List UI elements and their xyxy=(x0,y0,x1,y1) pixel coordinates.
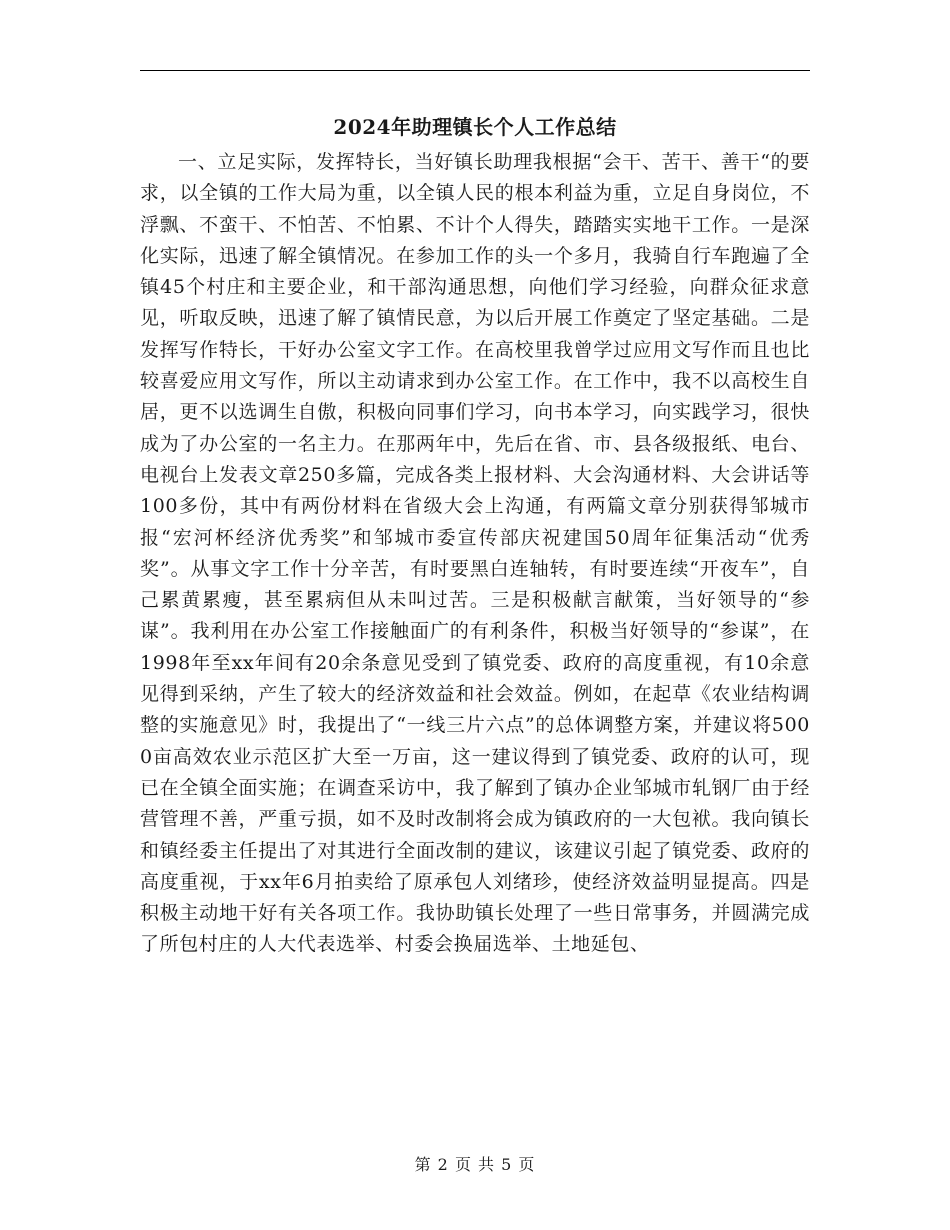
header-rule xyxy=(140,70,810,71)
document-title: 2024年助理镇长个人工作总结 xyxy=(333,115,617,139)
document-body-paragraph: 一、立足实际，发挥特长，当好镇长助理我根据“会干、苦干、善干“的要求，以全镇的工作大局为重，以全镇人民的根本利益为重，立足自身岗位，不浮飘、不蛮干、不怕苦、不怕累、不计个人得失，踏踏实实地干工作。一是深化实际，迅速了解全镇情况。在参加工作的头一个多月，我骑自行车跑遍了全镇45个村庄和主要企业，和干部沟通思想，向他们学习经验，向群众征求意见，听取反映，迅速了解了镇情民意，为以后开展工作奠定了坚定基础。二是发挥写作特长，干好办公室文字工作。在高校里我曾学过应用文写作而且也比较喜爱应用文写作，所以主动请求到办公室工作。在工作中，我不以高校生自居，更不以选调生自傲，积极向同事们学习，向书本学习，向实践学习，很快成为了办公室的一名主力。在那两年中，先后在省、市、县各级报纸、电台、电视台上发表文章250多篇，完成各类上报材料、大会沟通材料、大会讲话等100多份，其中有两份材料在省级大会上沟通，有两篇文章分别获得邹城市报“宏河杯经济优秀奖”和邹城市委宣传部庆祝建国50周年征集活动“优秀奖”。从事文字工作十分辛苦，有时要黑白连轴转，有时要连续“开夜车”，自己累黄累瘦，甚至累病但从未叫过苦。三是积极献言献策，当好领导的“参谋”。我利用在办公室工作接触面广的有利条件，积极当好领导的“参谋”，在1998年至xx年间有20余条意见受到了镇党委、政府的高度重视，有10余意见得到采纳，产生了较大的经济效益和社会效益。例如，在起草《农业结构调整的实施意见》时，我提出了“一线三片六点”的总体调整方案，并建议将5000亩高效农业示范区扩大至一万亩，这一建议得到了镇党委、政府的认可，现已在全镇全面实施；在调查采访中，我了解到了镇办企业邹城市轧钢厂由于经营管理不善，严重亏损，如不及时改制将会成为镇政府的一大包袱。我向镇长和镇经委主任提出了对其进行全面改制的建议，该建议引起了镇党委、政府的高度重视，于xx年6月拍卖给了原承包人刘绪珍，使经济效益明显提高。四是积极主动地干好有关各项工作。我协助镇长处理了一些日常事务，并圆满完成了所包村庄的人大代表选举、村委会换届选举、土地延包、 xyxy=(140,151,810,956)
page-number-footer: 第 2 页 共 5 页 xyxy=(414,1155,536,1174)
